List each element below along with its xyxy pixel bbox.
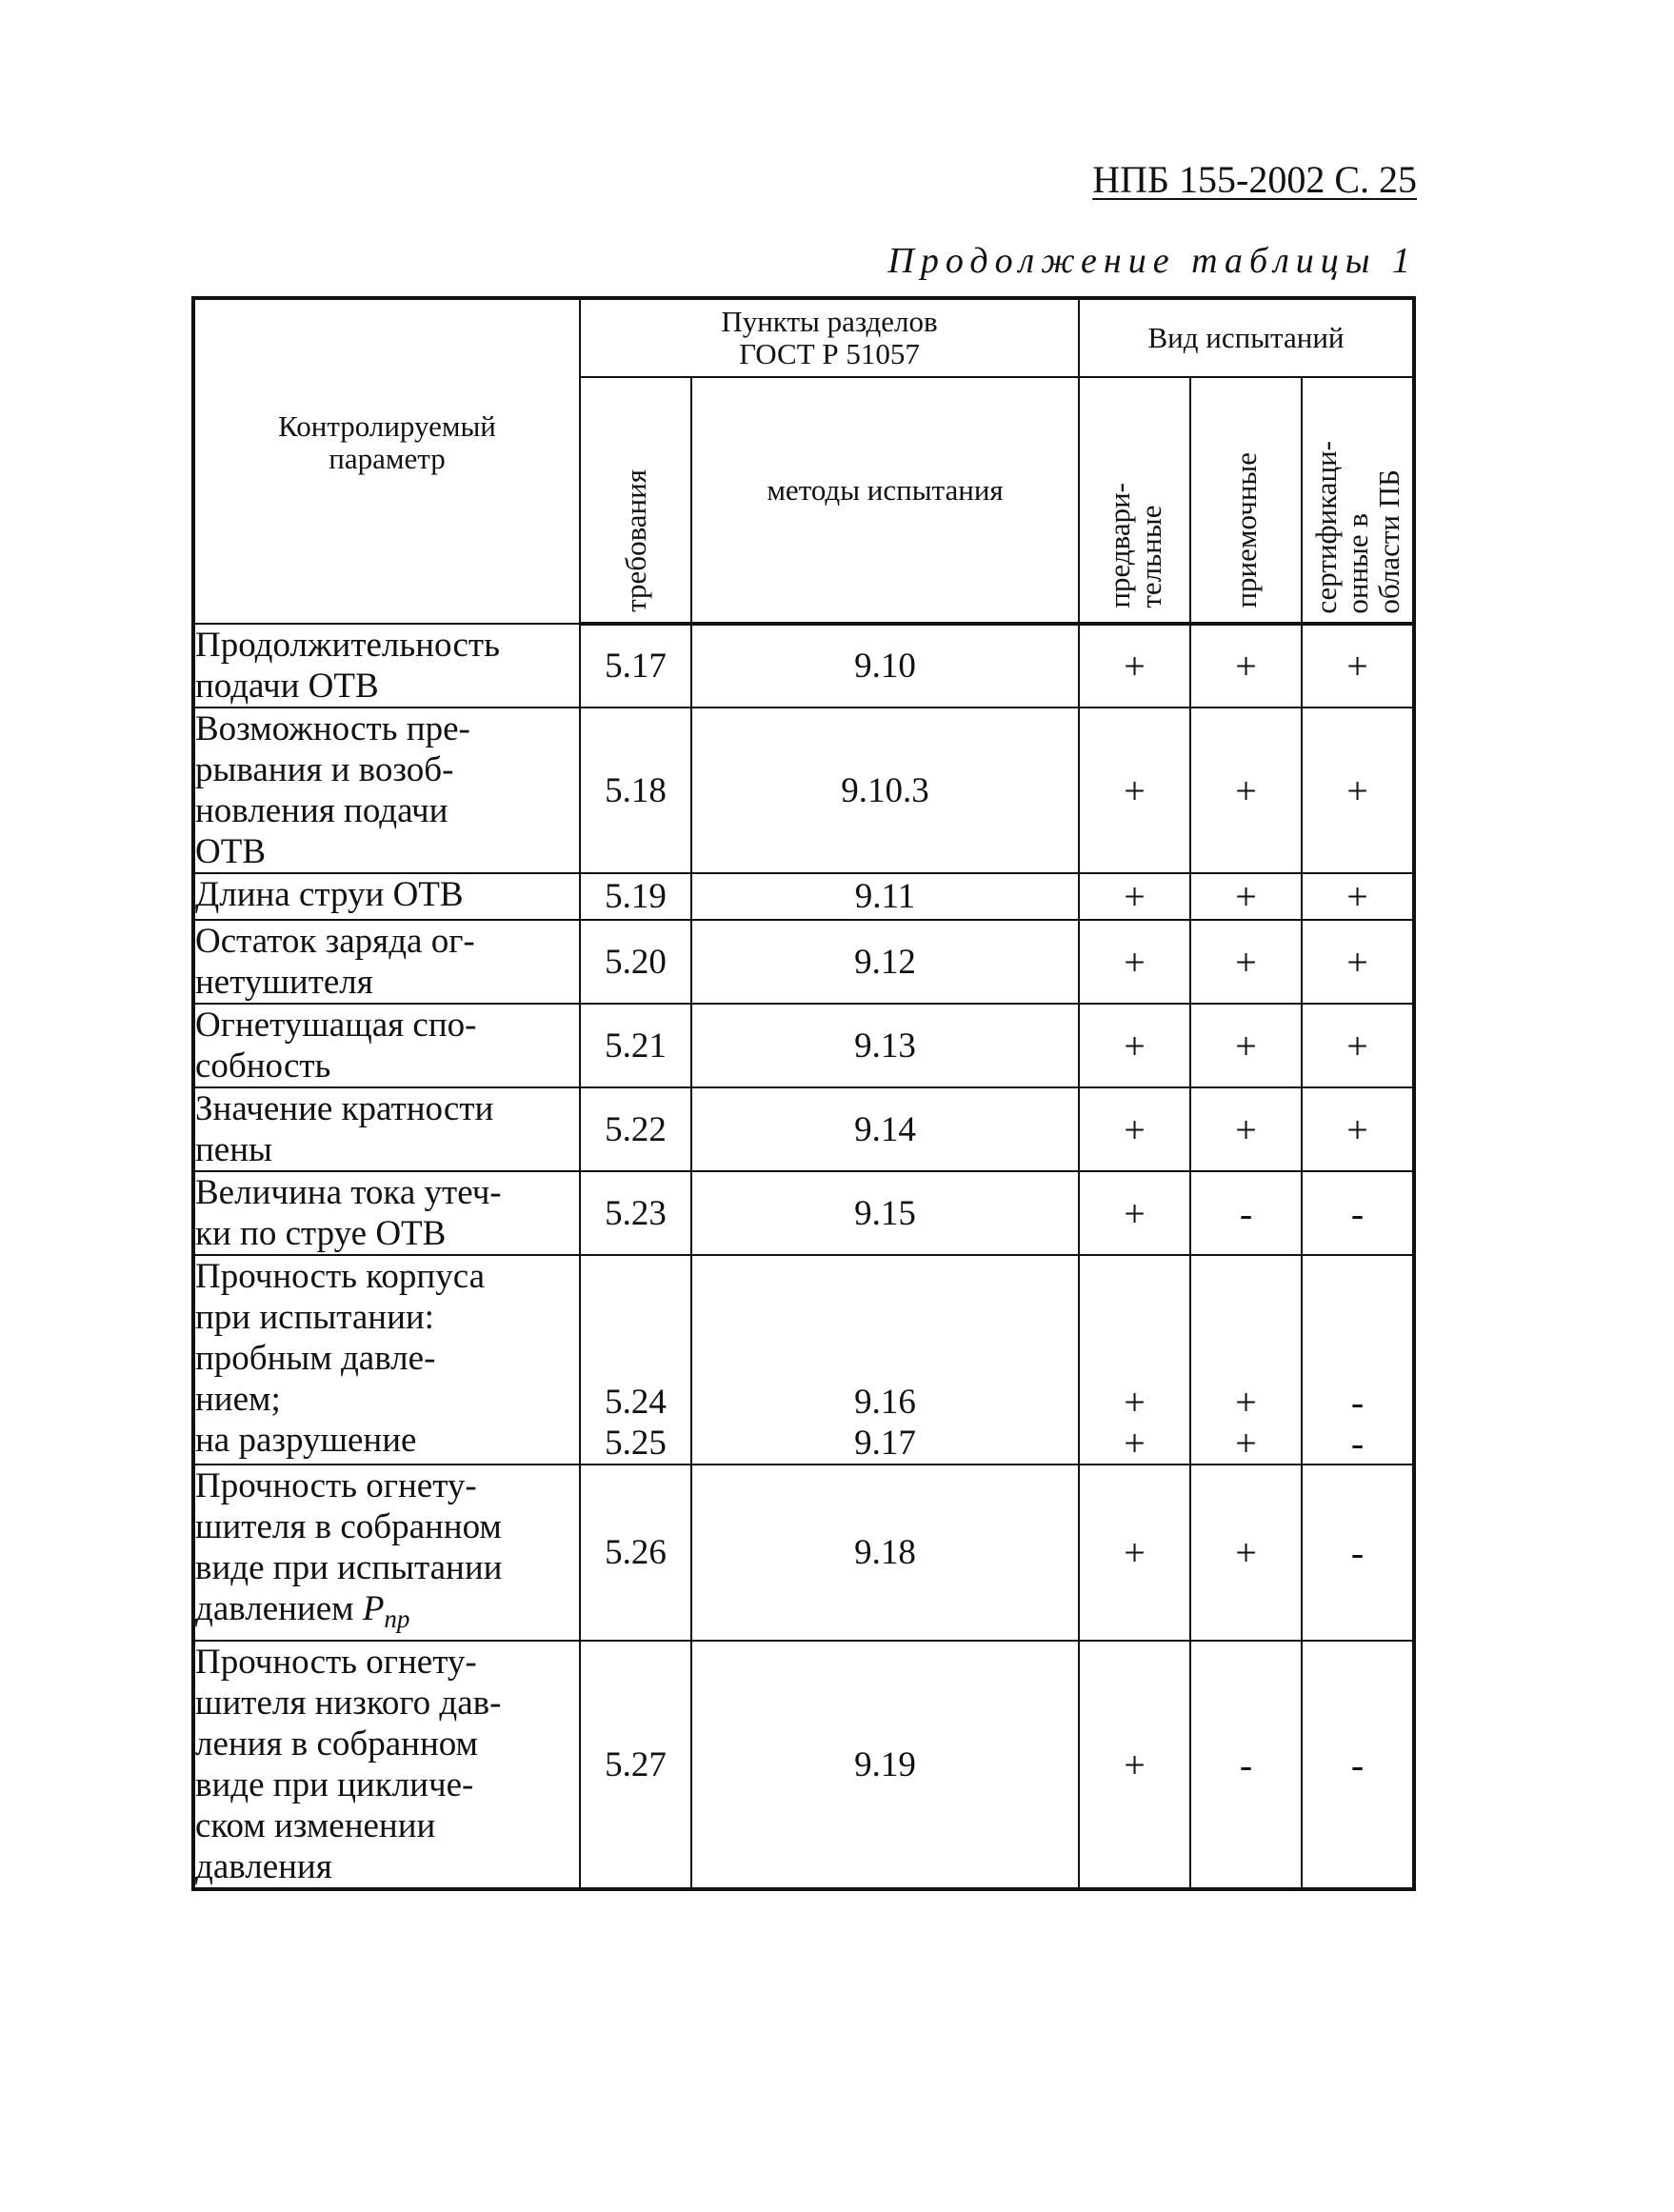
method-cell: 9.10.3 — [691, 707, 1079, 873]
table-row — [193, 1087, 1414, 1171]
req-cell: 5.20 — [580, 920, 691, 1004]
accept-cell: - — [1190, 1641, 1302, 1889]
prelim-cell: + — [1079, 1087, 1190, 1171]
cert-cell: - — [1302, 1641, 1414, 1889]
table-row — [193, 624, 1414, 707]
table-row — [193, 1004, 1414, 1087]
method-cell: 9.12 — [691, 920, 1079, 1004]
method-cell: 9.16 9.17 — [691, 1255, 1079, 1465]
pressure-symbol: P — [362, 1589, 385, 1628]
prelim-cell: + — [1079, 1641, 1190, 1889]
param-cell: Прочность корпуса при испытании: пробным давле- нием; на разрушение — [193, 1255, 580, 1465]
prelim-cell: + — [1079, 873, 1190, 920]
req-cell: 5.22 — [580, 1087, 691, 1171]
accept-cell: + — [1190, 1087, 1302, 1171]
accept-cell: + + — [1190, 1255, 1302, 1465]
col-header-accept: приемочные — [1190, 377, 1302, 624]
cert-cell: + — [1302, 624, 1414, 707]
method-cell: 9.11 — [691, 873, 1079, 920]
param-cell: Значение кратности пены — [193, 1087, 580, 1171]
table-row — [193, 707, 1414, 873]
prelim-cell: + — [1079, 1465, 1190, 1641]
param-cell: Возможность пре- рывания и возоб- новления подачи ОТВ — [193, 707, 580, 873]
req-cell: 5.18 — [580, 707, 691, 873]
param-cell: Прочность огнету- шителя низкого дав- ления в собранном виде при цикличе- ском изменении давления — [193, 1641, 580, 1889]
accept-cell: + — [1190, 707, 1302, 873]
col-header-req: требования — [580, 377, 691, 624]
accept-cell: + — [1190, 873, 1302, 920]
method-cell: 9.18 — [691, 1465, 1079, 1641]
cert-cell: - - — [1302, 1255, 1414, 1465]
req-cell: 5.21 — [580, 1004, 691, 1087]
param-cell: Прочность огнету- шителя в собранном виде при испытании давлением $P_{пр}$ — [193, 1465, 580, 1641]
accept-cell: + — [1190, 920, 1302, 1004]
accept-cell: + — [1190, 624, 1302, 707]
cert-cell: + — [1302, 1087, 1414, 1171]
prelim-cell: + — [1079, 624, 1190, 707]
cert-cell: + — [1302, 1004, 1414, 1087]
param-cell: Величина тока утеч- ки по струе ОТВ — [193, 1171, 580, 1255]
page-header: НПБ 155-2002 С. 25 — [1092, 158, 1417, 201]
cert-cell: + — [1302, 707, 1414, 873]
prelim-cell: + — [1079, 920, 1190, 1004]
req-cell: 5.24 5.25 — [580, 1255, 691, 1465]
param-cell: Огнетушащая спо- собность — [193, 1004, 580, 1087]
req-cell: 5.17 — [580, 624, 691, 707]
param-cell: Остаток заряда ог- нетушителя — [193, 920, 580, 1004]
req-cell: 5.19 — [580, 873, 691, 920]
table-row — [193, 920, 1414, 1004]
col-header-cert: сертификаци- онные в области ПБ — [1302, 377, 1414, 624]
cert-cell: + — [1302, 920, 1414, 1004]
table-row — [193, 1641, 1414, 1889]
col-header-methods: методы испытания — [691, 377, 1079, 624]
table-row — [193, 1465, 1414, 1641]
accept-cell: + — [1190, 1004, 1302, 1087]
test-table — [191, 296, 1416, 1891]
cert-cell: - — [1302, 1171, 1414, 1255]
accept-cell: + — [1190, 1465, 1302, 1641]
method-cell: 9.15 — [691, 1171, 1079, 1255]
prelim-cell: + — [1079, 707, 1190, 873]
param-cell: Продолжительность подачи ОТВ — [193, 624, 580, 707]
prelim-cell: + + — [1079, 1255, 1190, 1465]
cert-cell: + — [1302, 873, 1414, 920]
method-cell: 9.14 — [691, 1087, 1079, 1171]
method-cell: 9.13 — [691, 1004, 1079, 1087]
table-row — [193, 1255, 1414, 1465]
req-cell: 5.26 — [580, 1465, 691, 1641]
table-caption: Продолжение таблицы 1 — [887, 241, 1417, 281]
prelim-cell: + — [1079, 1004, 1190, 1087]
prelim-cell: + — [1079, 1171, 1190, 1255]
param-cell: Длина струи ОТВ — [193, 873, 580, 920]
col-header-param: Контролируемый параметр — [193, 298, 580, 624]
req-cell: 5.27 — [580, 1641, 691, 1889]
method-cell: 9.19 — [691, 1641, 1079, 1889]
pressure-subscript: пр — [384, 1604, 410, 1633]
accept-cell: - — [1190, 1171, 1302, 1255]
col-header-prelim: предвари- тельные — [1079, 377, 1190, 624]
col-group-gost: Пункты разделов ГОСТ Р 51057 — [580, 298, 1079, 377]
table-row — [193, 1171, 1414, 1255]
cert-cell: - — [1302, 1465, 1414, 1641]
method-cell: 9.10 — [691, 624, 1079, 707]
req-cell: 5.23 — [580, 1171, 691, 1255]
col-group-tests: Вид испытаний — [1079, 298, 1414, 377]
table-row — [193, 873, 1414, 920]
